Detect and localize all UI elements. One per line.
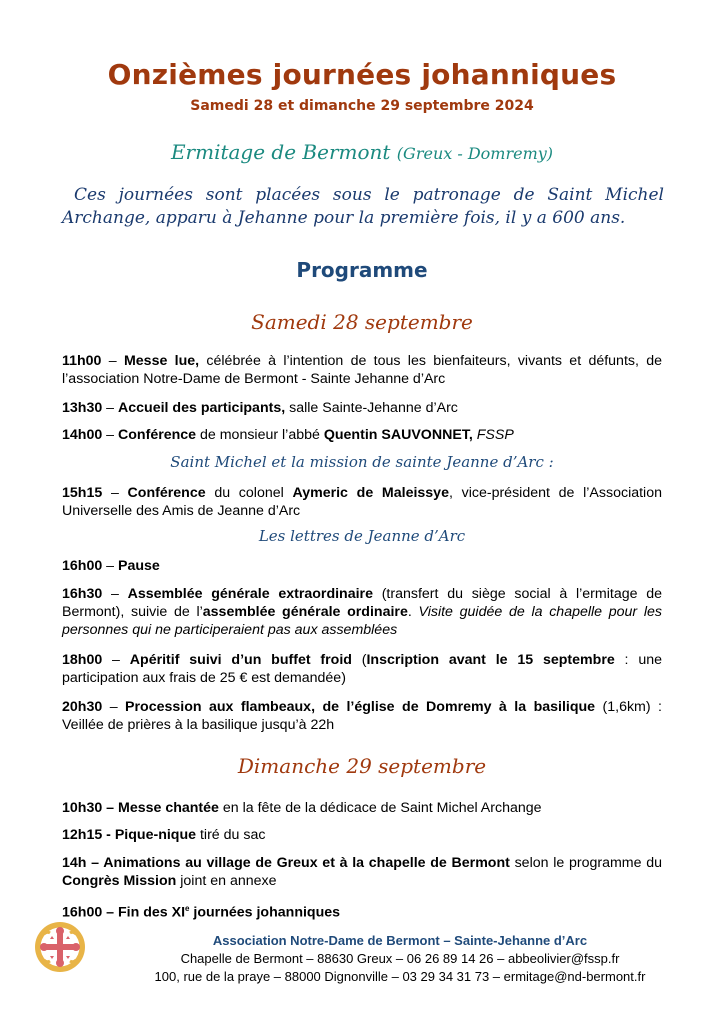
item-text: tiré du sac <box>196 827 266 843</box>
intro-line-2: Archange, apparu à Jehanne pour la première fois, il y a 600 ans. <box>62 208 626 228</box>
item-separator: – <box>102 400 119 416</box>
item-text: selon le programme du <box>509 855 662 871</box>
item-text: ( <box>351 652 367 668</box>
saturday-heading: Samedi 28 septembre <box>251 310 473 334</box>
item-time: 11h00 <box>62 353 102 369</box>
speaker-name: Aymeric de Maleissye <box>292 485 449 501</box>
item-note: Visite guidée de la chapelle pour les personnes qui ne participeraient pas aux assemblées <box>62 604 663 638</box>
item-time: 16h30 <box>62 586 103 602</box>
item-title: Messe lue, <box>123 353 200 369</box>
item-text: , vice-président de l’Association Universelle des Amis de Jeanne d’Arc <box>62 485 662 519</box>
item-title: Conférence <box>118 427 197 443</box>
item-time: 16h00 <box>62 558 103 574</box>
item-text: joint en annexe <box>176 873 277 889</box>
schedule-item <box>62 585 662 639</box>
schedule-item <box>62 484 662 520</box>
registration-deadline: Inscription avant le 15 septembre <box>366 652 615 668</box>
speaker-affiliation: FSSP <box>472 427 514 443</box>
schedule-item <box>62 698 662 734</box>
item-separator: – <box>102 485 128 501</box>
item-text: en la fête de la dédicace de Saint Michel Archange <box>218 800 542 816</box>
item-text: (transfert du siège social à l’ermitage de Bermont), suivie de l’ <box>62 586 662 620</box>
schedule-item <box>62 651 662 687</box>
schedule-item <box>62 900 662 922</box>
item-text: salle Sainte-Jehanne d’Arc <box>285 400 458 416</box>
cross-emblem-icon <box>33 920 87 974</box>
item-separator: – <box>102 586 128 602</box>
contact-line-2: 100, rue de la praye – 88000 Dignonville – 03 29 34 31 73 – ermitage@nd-bermont.fr <box>154 969 646 984</box>
event-dates: Samedi 28 et dimanche 29 septembre 2024 <box>190 98 534 114</box>
item-time: 18h00 <box>62 652 103 668</box>
item-text: . <box>407 604 419 620</box>
item-text: : une participation aux frais de 25 € est demandée) <box>62 652 662 686</box>
programme-heading: Programme <box>296 258 428 282</box>
item-time: 15h15 <box>62 485 103 501</box>
intro-paragraph <box>62 184 664 230</box>
contact-line-1: Chapelle de Bermont – 88630 Greux – 06 26 89 14 26 – abbeolivier@fssp.fr <box>180 951 620 966</box>
item-title: 16h00 – Fin des XI <box>62 904 186 921</box>
conference-topic: Saint Michel et la mission de sainte Jeanne d’Arc : <box>170 453 554 471</box>
sunday-heading: Dimanche 29 septembre <box>237 754 487 778</box>
item-title: 14h – Animations au village de Greux et à la chapelle de Bermont <box>62 855 510 871</box>
venue-name: Ermitage de Bermont <box>170 140 391 164</box>
speaker-name: Quentin SAUVONNET, <box>323 427 473 443</box>
item-time: 14h00 <box>62 427 103 443</box>
item-title: Apéritif suivi d’un buffet froid <box>129 652 352 668</box>
schedule-item <box>62 854 662 890</box>
page-title: Onzièmes journées johanniques <box>107 58 617 91</box>
conference-topic: Les lettres de Jeanne d’Arc <box>258 527 466 545</box>
venue-heading <box>0 140 724 164</box>
item-separator: – <box>102 652 130 668</box>
item-title: Accueil des participants, <box>118 400 286 416</box>
item-separator: – <box>102 699 126 715</box>
schedule-item <box>62 826 662 844</box>
item-title: Pause <box>118 558 160 574</box>
schedule-item <box>62 399 662 417</box>
footer-contact <box>120 932 680 986</box>
item-title: Conférence <box>127 485 206 501</box>
item-time: 13h30 <box>62 400 103 416</box>
ordinal-superscript: e <box>185 904 190 913</box>
schedule-item <box>62 557 662 575</box>
item-separator: – <box>102 558 119 574</box>
item-title: Congrès Mission <box>62 873 177 889</box>
item-text: de monsieur l’abbé <box>196 427 324 443</box>
item-title: assemblée générale ordinaire <box>202 604 408 620</box>
item-title: 10h30 – Messe chantée <box>62 800 219 816</box>
schedule-item <box>62 352 662 388</box>
item-separator: – <box>102 427 119 443</box>
item-separator: – <box>101 353 124 369</box>
item-text: du colonel <box>205 485 293 501</box>
item-time: 20h30 <box>62 699 103 715</box>
item-text: célébrée à l’intention de tous les bienfaiteurs, vivants et défunts, de l’association Notre-Dame de Bermont - Sainte Jehanne d’Arc <box>62 353 663 387</box>
association-name: Association Notre-Dame de Bermont – Sainte-Jehanne d’Arc <box>212 933 588 948</box>
item-title: 12h15 - Pique-nique <box>62 827 197 843</box>
venue-location: (Greux - Domremy) <box>396 144 554 163</box>
item-title: Procession aux flambeaux, de l’église de Domremy à la basilique <box>125 699 596 715</box>
item-title: journées johanniques <box>189 904 341 921</box>
item-text: (1,6km) : Veillée de prières à la basilique jusqu’à 22h <box>62 699 662 733</box>
intro-line-1: Ces journées sont placées sous le patronage de Saint Michel <box>74 185 664 205</box>
item-title: Assemblée générale extraordinaire <box>127 586 373 602</box>
schedule-item <box>62 426 662 444</box>
schedule-item <box>62 799 662 817</box>
